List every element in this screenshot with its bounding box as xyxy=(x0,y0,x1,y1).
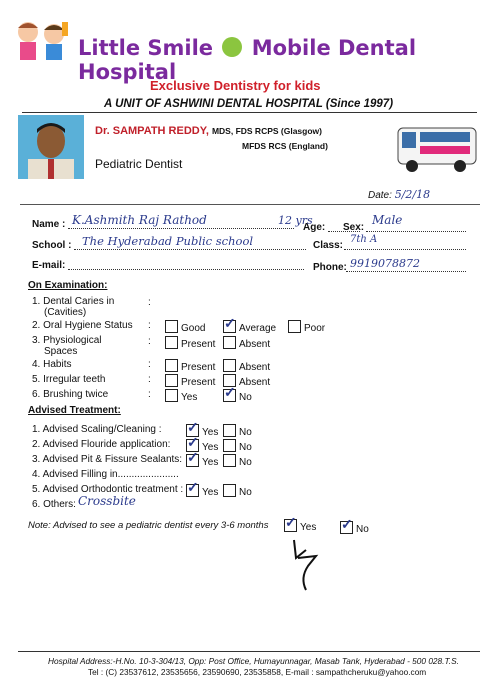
note-yes-option[interactable]: ✓ Yes xyxy=(284,519,316,533)
smile-badge-icon xyxy=(222,37,242,57)
doctor-signature xyxy=(286,536,336,592)
checkbox[interactable] xyxy=(223,359,236,372)
sealants-yes-option[interactable]: ✓ Yes xyxy=(186,454,218,468)
email-label: E-mail: xyxy=(32,260,66,271)
checkbox[interactable] xyxy=(186,484,199,497)
sex-value[interactable]: Male xyxy=(372,213,403,227)
footer-contact: Tel : (C) 23537612, 23535656, 23590690, 23535858, E-mail : sampathcheruku@yahoo.com xyxy=(88,667,427,677)
ortho-yes-option[interactable]: ✓ Yes xyxy=(186,484,218,498)
school-label: School : xyxy=(32,240,72,251)
treatment-item-6: 6. Others: xyxy=(32,499,76,510)
header-divider xyxy=(22,112,477,113)
date-field: Date: 5/2/18 xyxy=(368,188,431,201)
exam-item-6: 6. Brushing twice xyxy=(32,389,109,400)
age-label: Age: xyxy=(303,222,326,233)
checkbox[interactable] xyxy=(165,359,178,372)
checkbox[interactable] xyxy=(165,320,178,333)
note: Note: Advised to see a pediatric dentist every 3-6 months xyxy=(28,520,269,531)
exam-item-4: 4. Habits xyxy=(32,359,72,370)
exam-item-3: 3. Physiological Spaces xyxy=(32,335,102,357)
phone-label: Phone: xyxy=(313,262,347,273)
checkbox[interactable] xyxy=(284,519,297,532)
age-value[interactable]: 12 yrs xyxy=(278,214,313,227)
irregular-absent-option[interactable]: Absent xyxy=(223,374,270,388)
role: Pediatric Dentist xyxy=(95,157,183,171)
checkbox[interactable] xyxy=(165,336,178,349)
checkbox[interactable] xyxy=(223,336,236,349)
checkbox[interactable] xyxy=(223,454,236,467)
habits-absent-option[interactable]: Absent xyxy=(223,359,270,373)
checkbox[interactable] xyxy=(223,439,236,452)
doctor-name: Dr. SAMPATH REDDY, MDS, FDS RCPS (Glasgow) xyxy=(95,125,322,137)
hygiene-poor-option[interactable]: Poor xyxy=(288,320,325,334)
spaces-absent-option[interactable]: Absent xyxy=(223,336,270,350)
checkbox[interactable] xyxy=(165,389,178,402)
checkbox[interactable] xyxy=(165,374,178,387)
school-value[interactable]: The Hyderabad Public school xyxy=(82,234,254,248)
treatment-heading: Advised Treatment: xyxy=(28,405,121,416)
exam-item-2: 2. Oral Hygiene Status xyxy=(32,320,133,331)
doctor-quals: MFDS RCS (England) xyxy=(242,141,328,151)
details-top-rule xyxy=(20,204,480,205)
unit-line: A UNIT OF ASHWINI DENTAL HOSPITAL (Since 1997) xyxy=(104,98,394,110)
phone-value[interactable]: 9919078872 xyxy=(350,257,420,270)
fluoride-yes-option[interactable]: ✓ Yes xyxy=(186,439,218,453)
kids-logo xyxy=(10,18,72,68)
scaling-no-option[interactable]: No xyxy=(223,424,252,438)
checkbox[interactable] xyxy=(223,484,236,497)
scaling-yes-option[interactable]: ✓ Yes xyxy=(186,424,218,438)
examination-heading: On Examination: xyxy=(28,280,108,291)
brushing-yes-option[interactable]: Yes xyxy=(165,389,197,403)
ortho-no-option[interactable]: No xyxy=(223,484,252,498)
treatment-item-4: 4. Advised Filling in...................... xyxy=(32,469,179,480)
treatment-item-5: 5. Advised Orthodontic treatment : xyxy=(32,484,184,495)
exam-item-5: 5. Irregular teeth xyxy=(32,374,106,385)
hygiene-good-option[interactable]: Good xyxy=(165,320,205,334)
checkbox[interactable] xyxy=(223,320,236,333)
irregular-present-option[interactable]: Present xyxy=(165,374,215,388)
sealants-no-option[interactable]: No xyxy=(223,454,252,468)
treatment-item-3: 3. Advised Pit & Fissure Sealants: xyxy=(32,454,183,465)
note-no-option[interactable]: ✓ No xyxy=(340,521,369,535)
checkbox[interactable] xyxy=(223,389,236,402)
checkbox[interactable] xyxy=(223,424,236,437)
class-value[interactable]: 7th A xyxy=(350,234,378,245)
brushing-no-option[interactable]: ✓ No xyxy=(223,389,252,403)
name-value[interactable]: K.Ashmith Raj Rathod xyxy=(72,213,207,227)
class-label: Class: xyxy=(313,240,344,251)
checkbox[interactable] xyxy=(288,320,301,333)
habits-present-option[interactable]: Present xyxy=(165,359,215,373)
hygiene-average-option[interactable]: ✓ Average xyxy=(223,320,276,334)
spaces-present-option[interactable]: Present xyxy=(165,336,215,350)
footer-rule xyxy=(18,651,480,652)
checkbox[interactable] xyxy=(186,454,199,467)
doctor-photo xyxy=(18,115,84,179)
name-label: Name : xyxy=(32,219,66,230)
tagline: Exclusive Dentistry for kids xyxy=(150,78,321,93)
bus-image xyxy=(394,120,480,174)
others-value[interactable]: Crossbite xyxy=(78,494,136,508)
checkbox[interactable] xyxy=(340,521,353,534)
fluoride-no-option[interactable]: No xyxy=(223,439,252,453)
footer-address: Hospital Address:-H.No. 10-3-304/13, Opp: Post Office, Humayunnagar, Masab Tank, Hyderabad - 500 028.T.S. xyxy=(48,656,459,666)
treatment-item-1: 1. Advised Scaling/Cleaning : xyxy=(32,424,162,435)
exam-item-1: 1. Dental Caries in (Cavities) xyxy=(32,296,115,318)
hospital-title: Little Smile Mobile Dental Hospital xyxy=(78,36,417,84)
sex-label: Sex: xyxy=(343,222,365,233)
treatment-item-2: 2. Advised Flouride application: xyxy=(32,439,171,450)
